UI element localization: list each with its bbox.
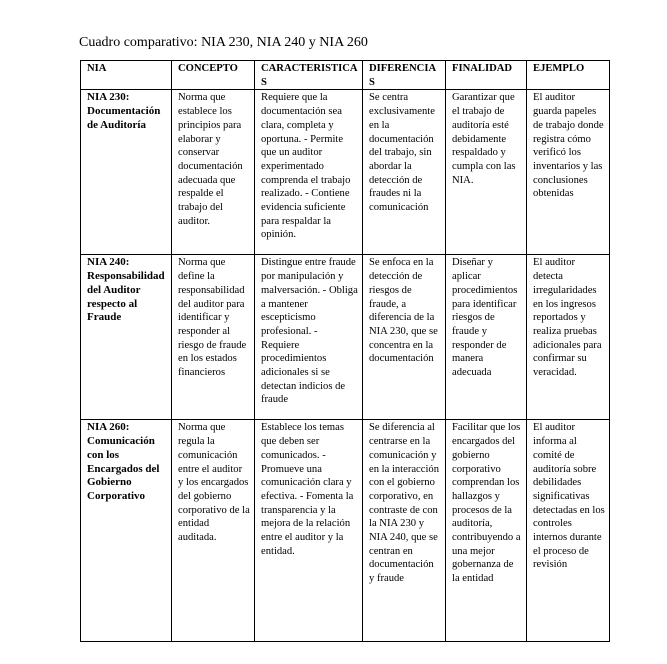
table-row: [81, 255, 610, 420]
cell-concepto: Norma que regula la comunicación entre el auditor y los encargados del gobierno corporativo de la entidad auditada.: [172, 420, 255, 642]
cell-finalidad: Diseñar y aplicar procedimientos para identificar riesgos de fraude y responder de manera adecuada: [446, 255, 527, 420]
cell-ejemplo: El auditor detecta irregularidades en los ingresos reportados y realiza pruebas adicionales para confirmar su veracidad.: [527, 255, 610, 420]
table-header-row: [81, 61, 610, 90]
header-diferencias: DIFERENCIAS: [363, 61, 446, 90]
cell-finalidad: Facilitar que los encargados del gobierno corporativo comprendan los hallazgos y procesos de la auditoría, contribuyendo a una mejor gobernanza de la entidad: [446, 420, 527, 642]
cell-nia: NIA 260: Comunicación con los Encargados del Gobierno Corporativo: [81, 420, 172, 642]
cell-caracteristicas: Distingue entre fraude por manipulación y malversación. - Obliga a mantener escepticismo profesional. - Requiere procedimientos adicionales si se detectan indicios de fraude: [255, 255, 363, 420]
cell-nia: NIA 230: Documentación de Auditoría: [81, 90, 172, 255]
cell-caracteristicas: Requiere que la documentación sea clara, completa y oportuna. - Permite que un auditor experimentado comprenda el trabajo realizado. - Contiene evidencia suficiente para respaldar la opinión.: [255, 90, 363, 255]
cell-diferencias: Se enfoca en la detección de riesgos de fraude, a diferencia de la NIA 230, que se concentra en la documentación: [363, 255, 446, 420]
header-nia: NIA: [81, 61, 172, 90]
cell-ejemplo: El auditor informa al comité de auditoría sobre debilidades significativas detectadas en los controles internos durante el proceso de revisión: [527, 420, 610, 642]
cell-diferencias: Se diferencia al centrarse en la comunicación y en la interacción con el gobierno corporativo, en contraste de con la NIA 230 y NIA 240, que se centran en documentación y fraude: [363, 420, 446, 642]
header-concepto: CONCEPTO: [172, 61, 255, 90]
comparison-table: [80, 60, 610, 642]
cell-ejemplo: El auditor guarda papeles de trabajo donde registra cómo verificó los inventarios y las conclusiones obtenidas: [527, 90, 610, 255]
cell-nia: NIA 240: Responsabilidad del Auditor respecto al Fraude: [81, 255, 172, 420]
cell-concepto: Norma que define la responsabilidad del auditor para identificar y responder al riesgo de fraude en los estados financieros: [172, 255, 255, 420]
cell-concepto: Norma que establece los principios para elaborar y conservar documentación adecuada que respalde el trabajo del auditor.: [172, 90, 255, 255]
table-row: [81, 90, 610, 255]
table-row: [81, 420, 610, 642]
cell-finalidad: Garantizar que el trabajo de auditoría esté debidamente respaldado y cumpla con las NIA.: [446, 90, 527, 255]
cell-diferencias: Se centra exclusivamente en la documentación del trabajo, sin abordar la detección de fraudes ni la comunicación: [363, 90, 446, 255]
header-finalidad: FINALIDAD: [446, 61, 527, 90]
document-title: Cuadro comparativo: NIA 230, NIA 240 y NIA 260: [79, 35, 368, 50]
cell-caracteristicas: Establece los temas que deben ser comunicados. - Promueve una comunicación clara y efectiva. - Fomenta la transparencia y la mejora de la relación entre el auditor y la entidad.: [255, 420, 363, 642]
header-caracteristicas: CARACTERISTICAS: [255, 61, 363, 90]
header-ejemplo: EJEMPLO: [527, 61, 610, 90]
